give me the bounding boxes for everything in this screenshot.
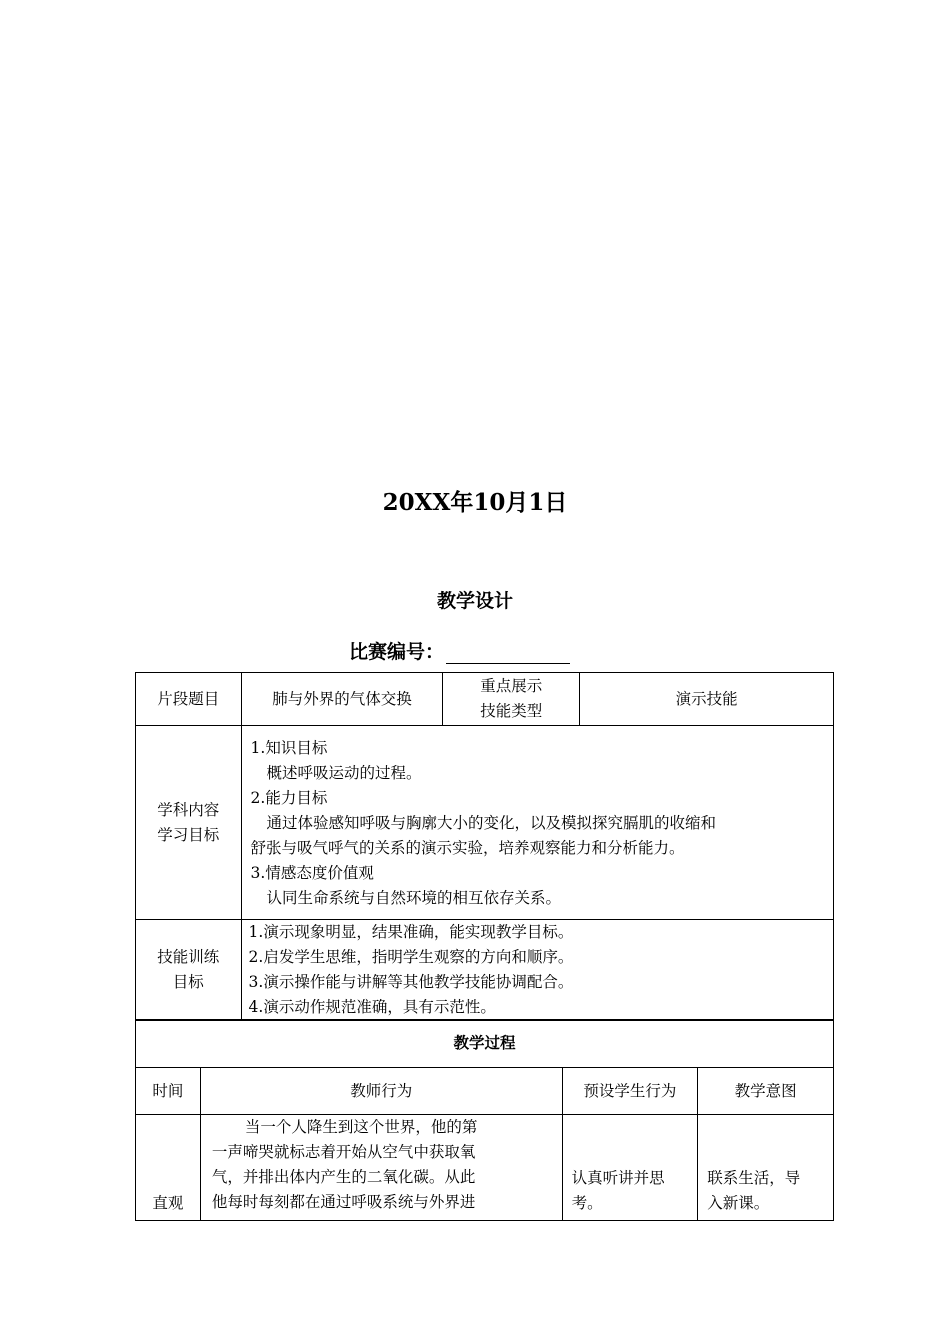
goal-ability-text-1: 通过体验感知呼吸与胸廓大小的变化，以及模拟探究膈肌的收缩和: [266, 814, 717, 832]
contest-number: [349, 637, 570, 664]
goal-knowledge-title: 1.知识目标: [250, 739, 328, 757]
segment-value: 肺与外界的气体交换: [241, 673, 443, 726]
header-time: 时间: [136, 1068, 201, 1115]
skill-goal-content: [241, 920, 833, 1021]
skill-goal-label-line1: 技能训练: [157, 948, 220, 966]
teacher-line: 他每时每刻都在通过呼吸系统与外界进: [211, 1193, 476, 1211]
header-teacher: 教师行为: [200, 1068, 562, 1115]
row-intent: [698, 1115, 834, 1221]
segment-label: 片段题目: [136, 673, 242, 726]
intent-line: 入新课。: [707, 1194, 770, 1212]
skill-goal-item: 3.演示操作能与讲解等其他教学技能协调配合。: [248, 973, 574, 991]
goal-attitude-title: 3.情感态度价值观: [250, 864, 374, 882]
design-info-table: [135, 672, 834, 1021]
student-line: 认真听讲并思: [571, 1169, 665, 1187]
subject-goal-label-line1: 学科内容: [157, 800, 220, 819]
skill-type-label: [443, 673, 580, 726]
subject-goal-content: [241, 726, 833, 920]
intent-line: 联系生活，导: [707, 1169, 801, 1187]
skill-type-label-line1: 重点展示: [480, 677, 543, 695]
header-student: 预设学生行为: [562, 1068, 698, 1115]
goal-ability-text-2: 舒张与吸气呼气的关系的演示实验，培养观察能力和分析能力。: [250, 839, 685, 857]
contest-number-blank: [446, 641, 570, 664]
skill-goal-item: 1.演示现象明显，结果准确，能实现教学目标。: [248, 923, 574, 941]
row-time: 直观: [136, 1115, 201, 1221]
subject-goal-label: [136, 726, 242, 920]
skill-goal-item: 2.启发学生思维，指明学生观察的方向和顺序。: [248, 948, 574, 966]
teacher-line: 当一个人降生到这个世界，他的第: [244, 1118, 478, 1136]
skill-goal-item: 4.演示动作规范准确，具有示范性。: [248, 998, 496, 1016]
goal-ability-title: 2.能力目标: [250, 789, 328, 807]
contest-number-label: 比赛编号：: [349, 641, 445, 663]
skill-type-value: 演示技能: [580, 673, 834, 726]
document-date: 20XX年10月1日: [382, 489, 568, 516]
skill-goal-label-line2: 目标: [172, 973, 204, 991]
header-intent: 教学意图: [698, 1068, 834, 1115]
teacher-line: 气，并排出体内产生的二氧化碳。从此: [211, 1168, 476, 1186]
teacher-line: 一声啼哭就标志着开始从空气中获取氧: [211, 1143, 476, 1161]
goal-knowledge-text: 概述呼吸运动的过程。: [266, 764, 422, 782]
process-title: 教学过程: [136, 1020, 834, 1068]
skill-type-label-line2: 技能类型: [480, 702, 543, 720]
student-line: 考。: [571, 1194, 603, 1212]
document-title: 教学设计: [436, 590, 513, 612]
skill-goal-label: [136, 920, 242, 1021]
row-student-behavior: [562, 1115, 698, 1221]
subject-goal-label-line2: 学习目标: [157, 825, 220, 844]
row-teacher-behavior: [200, 1115, 562, 1221]
goal-attitude-text: 认同生命系统与自然环境的相互依存关系。: [266, 889, 562, 907]
teaching-process-table: [135, 1019, 834, 1221]
